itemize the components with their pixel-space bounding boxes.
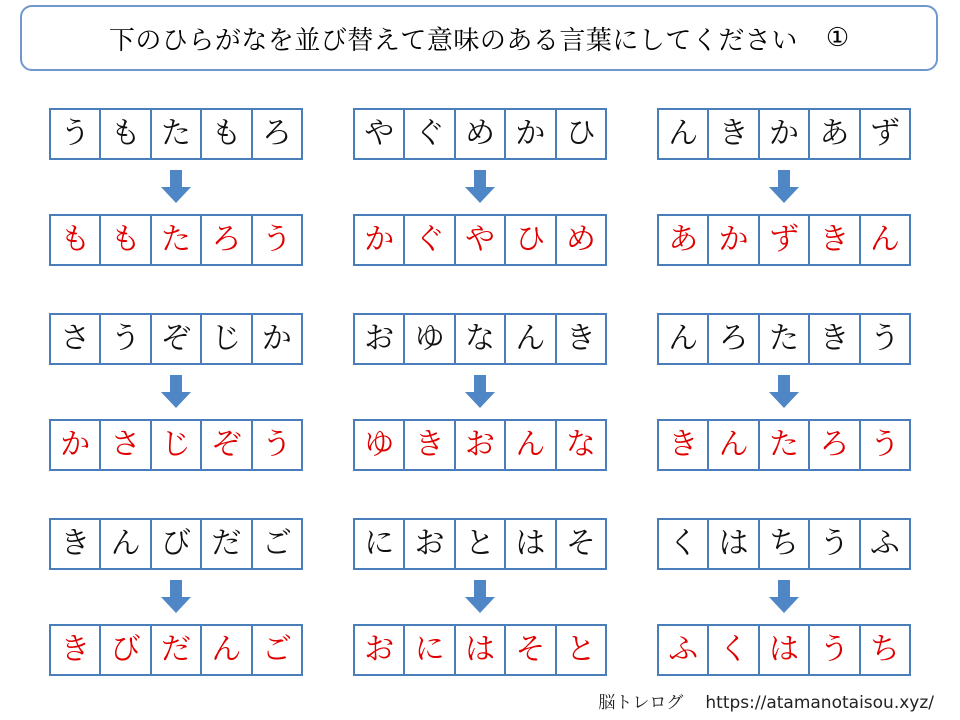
answer-cell: く — [707, 626, 757, 674]
answer-cell: お — [364, 632, 395, 667]
question-cell: ゆ — [403, 315, 453, 363]
answer-cell: に — [403, 626, 453, 674]
answer-cell: め — [555, 216, 605, 264]
answer-cell: だ — [150, 626, 200, 674]
question-cell: ん — [504, 315, 554, 363]
answer-cell: ぐ — [403, 216, 453, 264]
puzzle-block — [353, 518, 607, 676]
arrow-container — [657, 570, 911, 624]
answer-row — [49, 624, 303, 676]
question-cell: か — [504, 110, 554, 158]
answer-cell: き — [808, 216, 858, 264]
question-cell: き — [555, 315, 605, 363]
arrow-down-icon — [160, 580, 192, 614]
question-row — [657, 108, 911, 160]
question-cell: う — [808, 520, 858, 568]
question-cell: ぐ — [403, 110, 453, 158]
footer — [598, 688, 934, 713]
answer-cell: び — [99, 626, 149, 674]
footer-brand: 脳トレログ — [598, 693, 684, 713]
arrow-down-icon — [464, 375, 496, 409]
question-row — [657, 518, 911, 570]
puzzle-block — [49, 313, 303, 471]
question-cell: や — [364, 116, 395, 151]
answer-cell: う — [251, 421, 301, 469]
question-cell: な — [454, 315, 504, 363]
question-cell: に — [364, 526, 395, 561]
question-cell: き — [808, 315, 858, 363]
answer-cell: か — [60, 427, 91, 462]
arrow-down-icon — [464, 580, 496, 614]
question-cell: だ — [200, 520, 250, 568]
puzzle-block — [49, 108, 303, 266]
answer-cell: ん — [504, 421, 554, 469]
arrow-down-icon — [768, 170, 800, 204]
question-cell: も — [99, 110, 149, 158]
answer-cell: う — [808, 626, 858, 674]
answer-cell: ん — [200, 626, 250, 674]
answer-cell: ん — [707, 421, 757, 469]
answer-cell: ん — [859, 216, 909, 264]
answer-cell: な — [555, 421, 605, 469]
question-cell: う — [60, 116, 91, 151]
question-row — [353, 313, 607, 365]
question-cell: き — [60, 526, 91, 561]
question-cell: お — [364, 321, 395, 356]
answer-cell: か — [707, 216, 757, 264]
puzzle-block — [353, 313, 607, 471]
question-row — [657, 313, 911, 365]
question-cell: く — [668, 526, 699, 561]
arrow-down-icon — [160, 170, 192, 204]
question-cell: そ — [555, 520, 605, 568]
question-cell: ろ — [251, 110, 301, 158]
question-row — [49, 518, 303, 570]
answer-cell: う — [859, 421, 909, 469]
question-cell: た — [150, 110, 200, 158]
question-row — [49, 108, 303, 160]
question-cell: さ — [60, 321, 91, 356]
question-cell: び — [150, 520, 200, 568]
answer-row — [353, 419, 607, 471]
answer-cell: ぞ — [200, 421, 250, 469]
question-cell: ず — [859, 110, 909, 158]
answer-cell: と — [555, 626, 605, 674]
answer-cell: ろ — [200, 216, 250, 264]
arrow-container — [353, 365, 607, 419]
question-cell: あ — [808, 110, 858, 158]
question-cell: と — [454, 520, 504, 568]
question-cell: ひ — [555, 110, 605, 158]
arrow-down-icon — [768, 580, 800, 614]
answer-row — [353, 624, 607, 676]
question-row — [353, 108, 607, 160]
answer-row — [657, 419, 911, 471]
question-cell: は — [504, 520, 554, 568]
answer-cell: ゆ — [364, 427, 395, 462]
answer-row — [49, 419, 303, 471]
answer-cell: ふ — [668, 632, 699, 667]
answer-row — [49, 214, 303, 266]
puzzle-block — [657, 313, 911, 471]
question-cell: ぞ — [150, 315, 200, 363]
question-cell: も — [200, 110, 250, 158]
arrow-container — [353, 570, 607, 624]
answer-cell: ご — [251, 626, 301, 674]
question-cell: ん — [668, 321, 699, 356]
puzzle-block — [353, 108, 607, 266]
answer-cell: き — [668, 427, 699, 462]
question-cell: た — [758, 315, 808, 363]
page-title: 下のひらがなを並び替えて意味のある言葉にしてください — [108, 25, 798, 56]
puzzle-block — [657, 518, 911, 676]
answer-cell: か — [364, 222, 395, 257]
footer-url[interactable]: https://atamanotaisou.xyz/ — [705, 693, 934, 713]
arrow-container — [49, 160, 303, 214]
arrow-down-icon — [768, 375, 800, 409]
answer-cell: も — [60, 222, 91, 257]
question-cell: め — [454, 110, 504, 158]
answer-row — [353, 214, 607, 266]
puzzle-block — [49, 518, 303, 676]
answer-cell: そ — [504, 626, 554, 674]
answer-cell: ず — [758, 216, 808, 264]
arrow-down-icon — [160, 375, 192, 409]
puzzle-block — [657, 108, 911, 266]
answer-cell: き — [60, 632, 91, 667]
question-row — [353, 518, 607, 570]
answer-cell: ち — [859, 626, 909, 674]
answer-cell: あ — [668, 222, 699, 257]
answer-cell: た — [150, 216, 200, 264]
title-banner — [20, 5, 938, 71]
arrow-down-icon — [464, 170, 496, 204]
answer-cell: ろ — [808, 421, 858, 469]
puzzle-set-number: ① — [825, 23, 850, 53]
answer-row — [657, 214, 911, 266]
question-cell: ご — [251, 520, 301, 568]
arrow-container — [353, 160, 607, 214]
question-cell: う — [99, 315, 149, 363]
answer-cell: さ — [99, 421, 149, 469]
answer-cell: や — [454, 216, 504, 264]
question-cell: ろ — [707, 315, 757, 363]
answer-cell: う — [251, 216, 301, 264]
question-cell: ん — [99, 520, 149, 568]
answer-cell: お — [454, 421, 504, 469]
question-cell: う — [859, 315, 909, 363]
answer-cell: は — [454, 626, 504, 674]
question-cell: ふ — [859, 520, 909, 568]
arrow-container — [49, 570, 303, 624]
answer-cell: た — [758, 421, 808, 469]
question-cell: お — [403, 520, 453, 568]
question-cell: か — [758, 110, 808, 158]
arrow-container — [657, 160, 911, 214]
answer-row — [657, 624, 911, 676]
arrow-container — [657, 365, 911, 419]
question-cell: は — [707, 520, 757, 568]
question-cell: じ — [200, 315, 250, 363]
arrow-container — [49, 365, 303, 419]
answer-cell: ひ — [504, 216, 554, 264]
answer-cell: も — [99, 216, 149, 264]
question-cell: き — [707, 110, 757, 158]
answer-cell: じ — [150, 421, 200, 469]
question-row — [49, 313, 303, 365]
question-cell: か — [251, 315, 301, 363]
answer-cell: は — [758, 626, 808, 674]
answer-cell: き — [403, 421, 453, 469]
question-cell: ん — [668, 116, 699, 151]
question-cell: ち — [758, 520, 808, 568]
